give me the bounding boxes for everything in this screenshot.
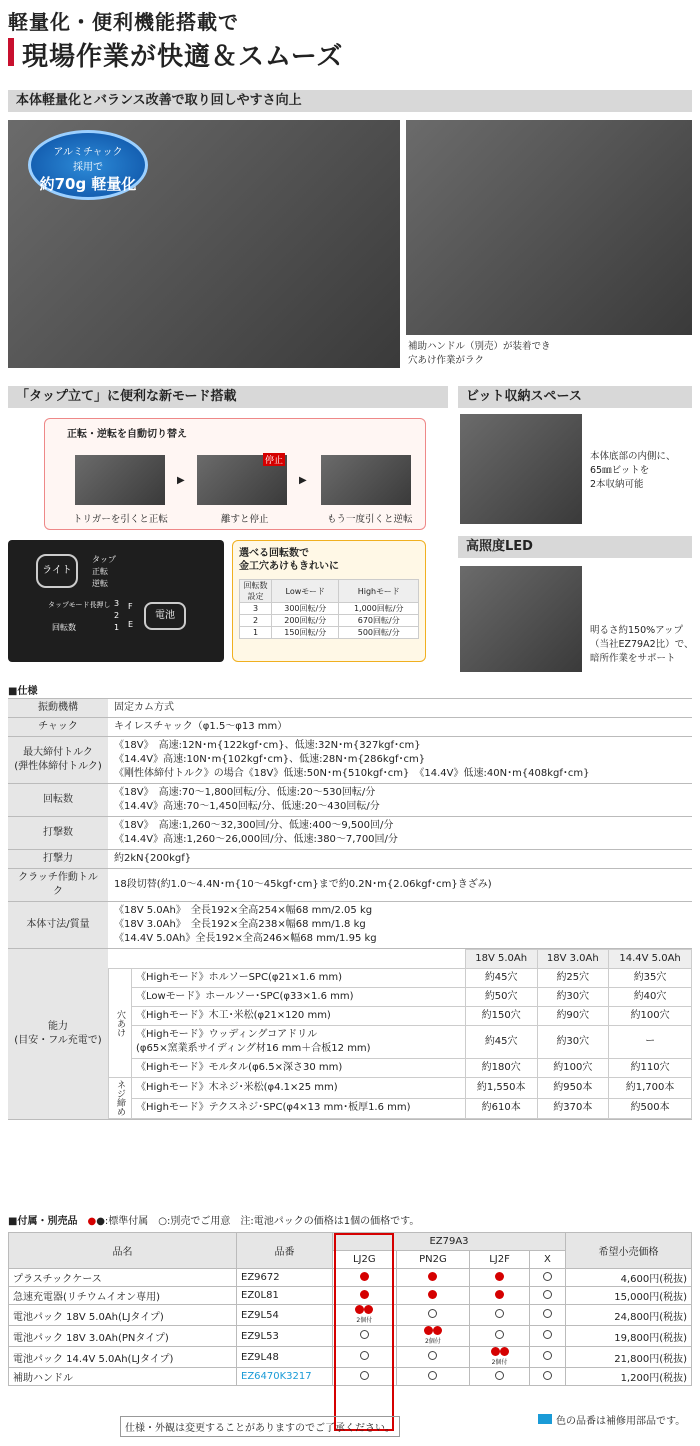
step1-image xyxy=(75,455,165,505)
accessory-title: ■付属・別売品 ●●:標準付属 ○:別売でご用意 注:電池パックの価格は1個の価格です。 xyxy=(8,1216,420,1227)
accessory-row: 急速充電器(リチウムイオン専用) EZ0L81 15,000円(税抜) xyxy=(9,1287,692,1305)
weight-badge: アルミチャック 採用で 約70g 軽量化 xyxy=(28,130,148,200)
rpm-title: 選べる回転数で 金工穴あけもきれいに xyxy=(239,548,339,572)
battery-letters: F E xyxy=(128,602,134,629)
tapmode-label: タップモード長押し xyxy=(48,601,111,609)
spec-row: 回転数 《18V》 高速:70〜1,800回転/分、低速:20〜530回転/分 《14.4V》高速:70〜1,450回転/分、低速:20〜430回転/分 xyxy=(8,784,692,817)
section-title-bit-storage: ビット収納スペース xyxy=(458,386,692,408)
capacity-row: 《Lowモード》ホールソー･SPC(φ33×1.6 mm) 約50穴 約30穴 約40穴 xyxy=(109,988,692,1007)
auto-switch-box: 正転・逆転を自動切り替え ▶ 停止 ▶ トリガーを引くと正転 離すと停止 もう一度引くと逆転 xyxy=(44,418,426,530)
spec-row: 振動機構 固定カム方式 xyxy=(8,699,692,718)
light-button: ライト xyxy=(36,554,78,588)
footer-note: 仕様・外観は変更することがありますのでご了承ください。 xyxy=(120,1416,400,1437)
lj2g-highlight xyxy=(334,1233,394,1431)
accessory-row: プラスチックケース EZ9672 4,600円(税抜) xyxy=(9,1269,692,1287)
spec-row: 最大締付トルク (弾性体締付トルク) 《18V》 高速:12N･m{122kgf･cm}、低速:32N･m{327kgf･cm} 《14.4V》高速:10N･m{102kgf･cm}、低速:28N･m{286kgf･cm} 《剛性体締付トルク》の場合《18V》低速:50N･m{510kgf･cm} 《14.4V》低速:40N･m{408kgf･cm} xyxy=(8,737,692,784)
capacity-row: 穴あけ 《Highモード》ホルソーSPC(φ21×1.6 mm) 約45穴 約25穴 約35穴 xyxy=(109,969,692,988)
spec-row: 本体寸法/質量 《18V 5.0Ah》 全長192×全高254×幅68 mm/2.05 kg 《18V 3.0Ah》 全長192×全高238×幅68 mm/1.8 kg 《14.4V 5.0Ah》全長192×全高246×幅68 mm/1.95 kg xyxy=(8,902,692,949)
step2-label: 離すと停止 xyxy=(221,514,269,525)
drill-photo xyxy=(8,120,400,368)
handle-caption: 補助ハンドル（別売）が装着でき 穴あけ作業がラク xyxy=(408,341,551,366)
capacity-row: 《Highモード》木工･米松(φ21×120 mm) 約150穴 約90穴 約100穴 xyxy=(109,1007,692,1026)
tap-indicator: タップ 正転 逆転 xyxy=(92,555,116,588)
control-panel xyxy=(8,540,224,662)
capacity-row: ネジ締め 《Highモード》木ネジ･米松(φ4.1×25 mm) 約1,550本 約950本 約1,700本 xyxy=(109,1078,692,1099)
step3-label: もう一度引くと逆転 xyxy=(327,514,413,525)
accessory-row: 電池パック 14.4V 5.0Ah(LJタイプ) EZ9L48 2個付 21,800円(税抜) xyxy=(9,1347,692,1368)
repair-legend: 色の品番は補修用部品です。 xyxy=(556,1416,686,1427)
handle-photo xyxy=(406,120,692,335)
accessory-row: 電池パック 18V 3.0Ah(PNタイプ) EZ9L53 2個付 19,800円(税抜) xyxy=(9,1326,692,1347)
speed-label: 回転数 xyxy=(52,623,76,632)
section-title-lightweight: 本体軽量化とバランス改善で取り回しやすさ向上 xyxy=(8,90,692,112)
step3-image xyxy=(321,455,411,505)
spec-row: チャック キイレスチャック（φ1.5〜φ13 mm） xyxy=(8,718,692,737)
spec-row: 打撃数 《18V》 高速:1,260〜32,300回/分、低速:400〜9,500回/分 《14.4V》高速:1,260〜26,000回/分、低速:380〜7,700回/分 xyxy=(8,817,692,850)
speed-numbers: 3 2 1 xyxy=(114,599,120,632)
capacity-row: 《Highモード》テクスネジ･SPC(φ4×13 mm･板厚1.6 mm) 約610本 約370本 約500本 xyxy=(109,1098,692,1119)
title-accent-bar xyxy=(8,38,14,66)
spec-row: クラッチ作動トルク 18段切替(約1.0〜4.4N･m{10〜45kgf･cm}まで約0.2N･m{2.06kgf･cm}きざみ) xyxy=(8,869,692,902)
stop-label: 停止 xyxy=(263,453,285,466)
accessory-row: 補助ハンドル EZ6470K3217 1,200円(税抜) xyxy=(9,1368,692,1386)
rpm-box xyxy=(232,540,426,662)
bit-storage-photo xyxy=(460,414,582,524)
led-photo xyxy=(460,566,582,672)
accessory-row: 電池パック 18V 5.0Ah(LJタイプ) EZ9L54 2個付 24,800円(税抜) xyxy=(9,1305,692,1326)
section-title-led: 高照度LED xyxy=(458,536,692,558)
headline-line1: 軽量化・便利機能搭載で xyxy=(8,10,239,34)
spec-title: ■仕様 xyxy=(8,686,38,697)
capacity-row: 《Highモード》ウッディングコアドリル (φ65×窯業系サイディング材16 mm＋合板12 mm) 約45穴 約30穴 ー xyxy=(109,1026,692,1059)
spec-row: 打撃力 約2kN{200kgf} xyxy=(8,850,692,869)
rpm-table: 回転数設定 Lowモード Highモード 3 300回転/分 1,000回転/分 2 200回転/分 670回転/分 1 150回転/分 500回転/分 xyxy=(239,579,419,639)
repair-legend-swatch xyxy=(538,1414,552,1424)
bit-storage-caption: 本体底部の内側に、 65㎜ビットを 2本収納可能 xyxy=(590,451,676,490)
headline-line2: 現場作業が快適＆スムーズ xyxy=(22,42,344,72)
led-caption: 明るさ約150%アップ （当社EZ79A2比）で、 暗所作業をサポート xyxy=(590,625,694,664)
section-title-tap-mode: 「タップ立て」に便利な新モード搭載 xyxy=(8,386,448,408)
auto-switch-title: 正転・逆転を自動切り替え xyxy=(67,429,187,440)
accessory-table: 品名 品番 EZ79A3 希望小売価格 LJ2G PN2G LJ2F X プラスチックケース EZ9672 4,600円(税抜) 急速充電器(リチウムイオン専用) EZ0L81 15,000円(税抜) 電池パック 18V 5.0Ah(LJタイプ) EZ9L54 2個付 24,800円(税抜) 電池パック 18V 3.0Ah(PNタイプ) EZ9L53 2個付 19,800円(税抜) 電池パック 14.4V 5.0Ah(LJタイプ) EZ9L48 2個付 21,800円(税抜) 補助ハンドル EZ6470K3217 1,200円(税抜) xyxy=(8,1232,692,1386)
battery-button: 電池 xyxy=(144,602,186,630)
step1-label: トリガーを引くと正転 xyxy=(73,514,168,525)
spec-table: 振動機構 固定カム方式 チャック キイレスチャック（φ1.5〜φ13 mm） 最大締付トルク (弾性体締付トルク) 《18V》 高速:12N･m{122kgf･cm}、低速:32N･m{327kgf･cm} 《14.4V》高速:10N･m{102kgf･cm}、低速:28N･m{286kgf･cm} 《剛性体締付トルク》の場合《18V》低速:50N･m{510kgf･cm} 《14.4V》低速:40N･m{408kgf･cm} 回転数 《18V》 高速:70〜1,800回転/分、低速:20〜530回転/分 《14.4V》高速:70〜1,450回転/分、低速:20〜430回転/分 打撃数 《18V》 高速:1,260〜32,300回/分、低速:400〜9,500回/分 《14.4V》高速:1,260〜26,000回/分、低速:380〜7,700回/分 打撃力 約2kN{200kgf} クラッチ作動トルク 18段切替(約1.0〜4.4N･m{10〜45kgf･cm}まで約0.2N･m{2.06kgf･cm}きざみ) 本体寸法/質量 《18V 5.0Ah》 全長192×全高254×幅68 mm/2.05 kg 《18V 3.0Ah》 全長192×全高238×幅68 mm/1.8 kg 《14.4V 5.0Ah》全長192×全高246×幅68 mm/1.95 kg 能力 (目安・フル充電で) 18V 5.0Ah 18V 3.0Ah 14.4V 5.0Ah 穴あけ 《Highモード》ホルソーSPC(φ21×1.6 mm) 約45穴 約25穴 約35穴 《Lowモード》ホールソー･SPC(φ33×1.6 mm) 約50穴 約30穴 約40穴 《Highモード》木工･米松(φ21×120 mm) 約150穴 約90穴 約100穴 《Highモード》ウッディングコアドリル (φ65×窯業系サイディング材16 mm＋合板12 mm) 約45穴 約30穴 ー 《Highモード》モルタル(φ6.5×深さ30 mm) 約180穴 約100穴 約110穴 ネジ締め 《Highモード》木ネジ･米松(φ4.1×25 mm) 約1,550本 約950本 約1,700本 《Highモード》テクスネジ･SPC(φ4×13 mm･板厚1.6 mm) 約610本 約370本 約500本 xyxy=(8,698,692,1120)
capacity-row: 《Highモード》モルタル(φ6.5×深さ30 mm) 約180穴 約100穴 約110穴 xyxy=(109,1059,692,1078)
